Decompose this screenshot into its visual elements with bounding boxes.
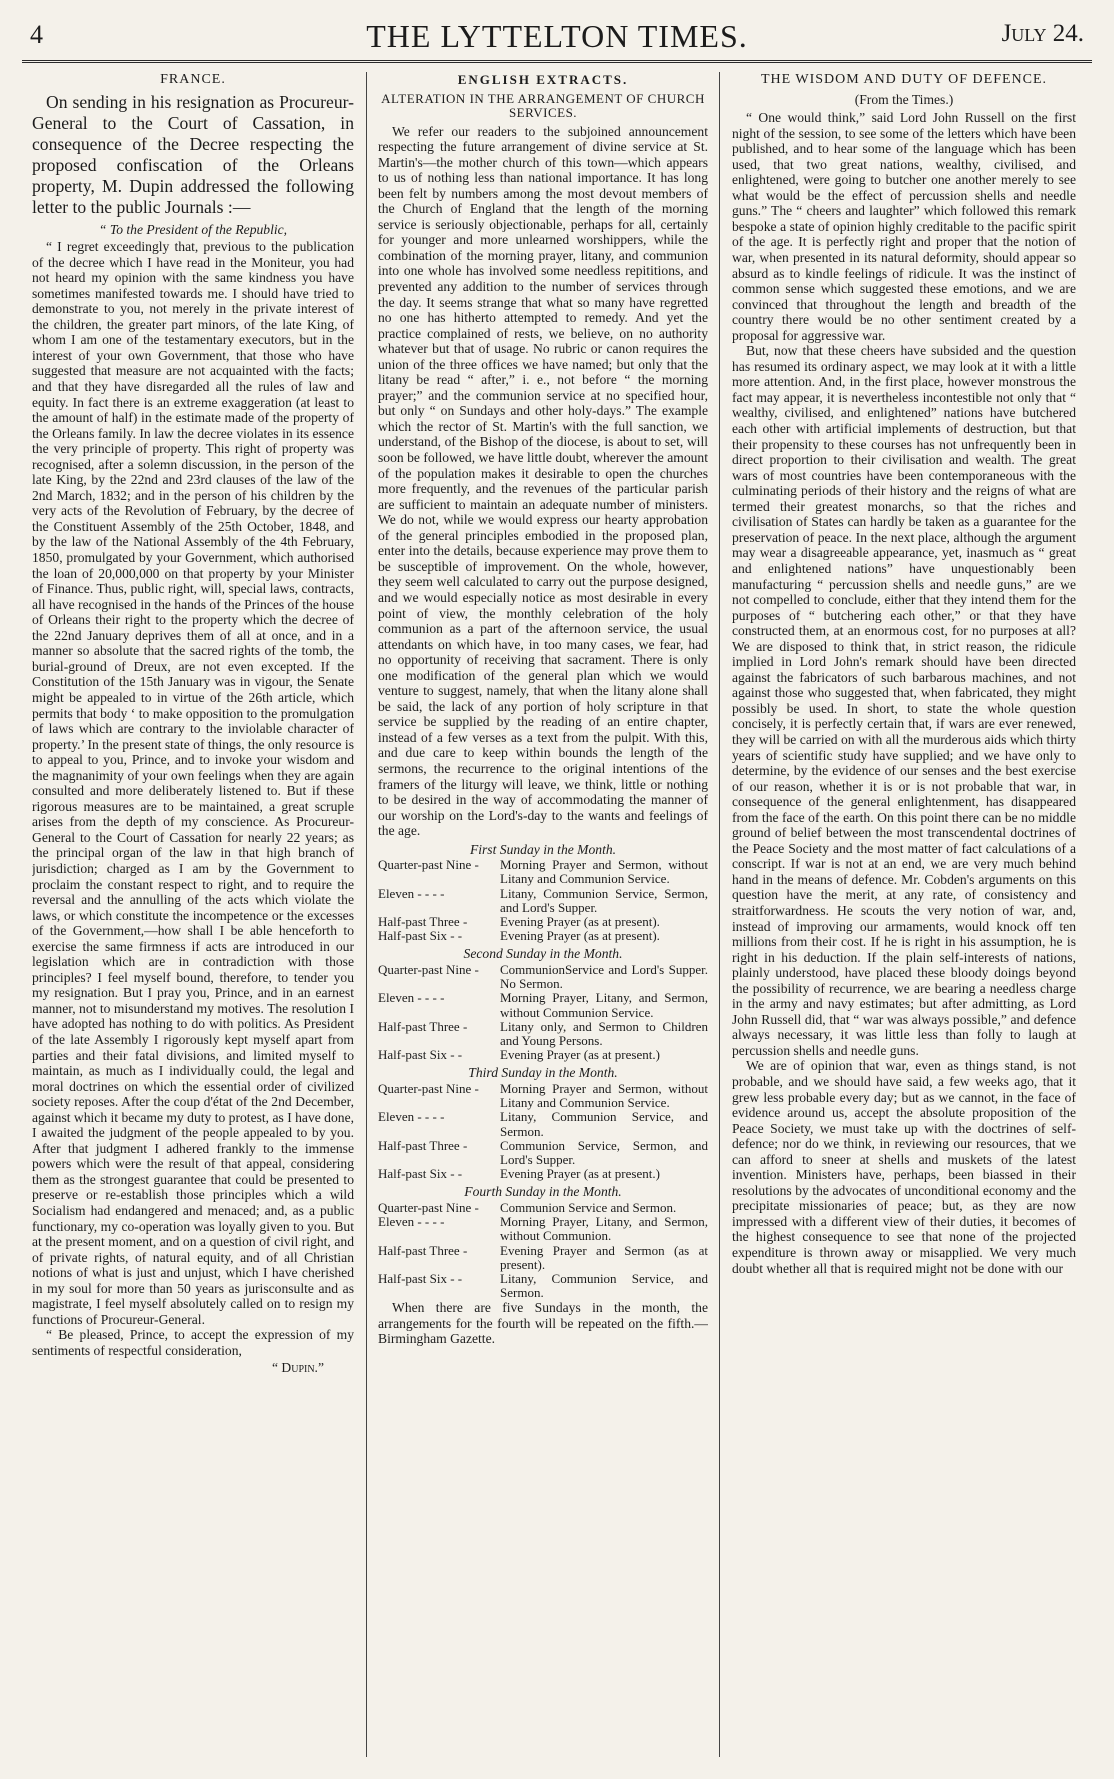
schedule-table bbox=[378, 1082, 708, 1181]
article-intro: On sending in his resignation as Procureur-General to the Court of Cassation, in consequence of the Decree respecting the proposed confiscation of the Orleans property, M. Dupin addressed the following letter to the public Journals :— bbox=[32, 91, 354, 217]
service-time: Half-past Six - - bbox=[378, 1270, 463, 1286]
schedule-row bbox=[378, 1020, 708, 1048]
schedule-row bbox=[378, 929, 708, 943]
service-time: Half-past Three - bbox=[378, 1242, 468, 1258]
service-description: Communion Service, Sermon, and Lord's Supper. bbox=[500, 1137, 708, 1167]
service-time: Eleven - - - - bbox=[378, 885, 445, 901]
masthead-rule bbox=[22, 60, 1092, 67]
service-description: Evening Prayer and Sermon (as at present). bbox=[500, 1242, 708, 1272]
schedule-week-title: Second Sunday in the Month. bbox=[463, 946, 623, 962]
schedule-table bbox=[378, 963, 708, 1062]
schedule-row bbox=[378, 1244, 708, 1272]
service-description: Morning Prayer, Litany, and Sermon, without Communion. bbox=[500, 1214, 708, 1244]
service-schedule bbox=[378, 842, 708, 1301]
schedule-table bbox=[378, 858, 708, 943]
service-description: Litany, Communion Service, and Sermon. bbox=[500, 1109, 708, 1139]
letter-closing: “ Be pleased, Prince, to accept the expression of my sentiments of respectful consideration, bbox=[32, 1327, 354, 1358]
schedule-row bbox=[378, 991, 708, 1019]
column-divider bbox=[366, 72, 367, 1757]
schedule-row bbox=[378, 887, 708, 915]
service-time: Half-past Six - - bbox=[378, 1166, 463, 1182]
service-description: Litany only, and Sermon to Children and Young Persons. bbox=[500, 1018, 708, 1049]
article-heading: THE WISDOM AND DUTY OF DEFENCE. bbox=[760, 72, 1048, 87]
column-english-extracts bbox=[378, 72, 708, 1762]
schedule-row bbox=[378, 1167, 708, 1181]
service-time: Half-past Six - - bbox=[378, 928, 463, 944]
column-defence bbox=[732, 72, 1076, 1762]
article-closing: When there are five Sundays in the month, the arrangements for the fourth will be repeated on the fifth.—Birmingham Gazette. bbox=[378, 1300, 708, 1347]
service-description: Litany, Communion Service, and Sermon. bbox=[500, 1270, 708, 1301]
schedule-row bbox=[378, 1082, 708, 1110]
service-time: Eleven - - - - bbox=[378, 1214, 445, 1230]
schedule-row bbox=[378, 1139, 708, 1167]
service-description: Evening Prayer (as at present.) bbox=[500, 1047, 660, 1063]
schedule-row bbox=[378, 1272, 708, 1300]
section-heading: ENGLISH EXTRACTS. bbox=[457, 72, 629, 87]
service-description: Morning Prayer and Sermon, without Litany and Communion Service. bbox=[500, 1080, 708, 1111]
letter-salutation: “ To the President of the Republic, bbox=[98, 221, 288, 237]
schedule-week-title: First Sunday in the Month. bbox=[469, 841, 617, 857]
service-time: Quarter-past Nine - bbox=[378, 1199, 479, 1215]
schedule-row bbox=[378, 1048, 708, 1062]
article-body: We refer our readers to the subjoined announcement respecting the future arrangement of divine service at St. Martin's—the mother church of this town—which appears to us of nothing less than national importance. It has long been felt by numbers among the most devout members of the Church of England that the length of the morning service is seriously objectionable, perhaps for all, certainly for younger and more unlearned worshippers, while the combination of the morning prayer, litany, and communion into one whole has involved some needless repititions, and prevented any addition to the number of services through the day. It seems strange that what so many have regretted no one has hitherto attempted to remedy. And yet the practice complained of rests, we believe, on no authority whatever but that of usage. No rubric or canon requires the union of the three offices we have named; but only that the litany be read “ after,” i. e., not before “ the morning prayer;” and the communion service at no specified hour, but only “ on Sundays and other holy-days.” The example which the rector of St. Martin's with the full sanction, we understand, of the Bishop of the diocese, is about to set, will soon be followed, we have little doubt, wherever the amount of the population makes it desirable to open the churches more frequently, and the revenues of the particular parish are sufficient to maintain an adequate number of ministers. We do not, while we would express our hearty approbation of the general principles embodied in the proposed plan, enter into the details, because experience may prove them to be susceptible of improvement. On the whole, however, they seem well calculated to carry out the purpose designed, and we would especially notice as most desirable in every point of view, the monthly celebration of the holy communion as a part of the afternoon service, the usual attendants on which have, in too many cases, we fear, had no opportunity of receiving that sacrament. There is only one modification of the general plan which we would venture to suggest, namely, that when the litany alone shall be said, the lack of any portion of holy scripture in that service be supplied by the reading of an entire chapter, instead of a few verses as a text from the pulpit. With this, and due care to keep within bounds the length of the sermons, the recurrence to the original intentions of the framers of the liturgy will leave, we think, little or nothing to be desired in the way of accommodating the manner of our worship on the Lord's-day to the wants and feelings of the age. bbox=[378, 123, 708, 839]
service-description: Morning Prayer, Litany, and Sermon, without Communion Service. bbox=[500, 990, 708, 1020]
service-time: Quarter-past Nine - bbox=[378, 857, 479, 873]
schedule-week-title: Third Sunday in the Month. bbox=[468, 1065, 618, 1081]
schedule-table bbox=[378, 1201, 708, 1300]
schedule-row bbox=[378, 963, 708, 991]
schedule-row bbox=[378, 915, 708, 929]
schedule-row bbox=[378, 1201, 708, 1215]
service-description: CommunionService and Lord's Supper. No Sermon. bbox=[500, 962, 708, 992]
service-time: Half-past Six - - bbox=[378, 1047, 463, 1063]
service-description: Litany, Communion Service, Sermon, and Lord's Supper. bbox=[500, 885, 708, 915]
schedule-row bbox=[378, 1215, 708, 1243]
service-description: Evening Prayer (as at present). bbox=[500, 928, 660, 944]
service-time: Half-past Three - bbox=[378, 914, 468, 930]
service-time: Half-past Three - bbox=[378, 1137, 468, 1153]
article-paragraph: But, now that these cheers have subsided and the question has resumed its ordinary aspect, we may look at it with a little more attention. And, in the first place, however monstrous the fact may appear, it is nevertheless incontestible not only that “ wealthy, civilised, and enlightened” nations have butchered each other with artificial implements of destruction, but that their propensity to these courses has not unfrequently been in direct proportion to their civilisation and wealth. The great wars of most countries have been contemporaneous with the culminating periods of their history and the reigns of what are termed their greatest monarchs, so that the riches and civilisation of States can hardly be taken as a guarantee for the preservation of peace. In the next place, although the argument may wear a disagreeable appearance, yet, inasmuch as “ great and enlightened nations” have unquestionably been manufacturing “ percussion shells and needle guns,” are we not compelled to conclude, either that they intend them for the purposes of “ butchering each other,” or that they have constructed them, at an enormous cost, for no purposes at all? We are disposed to think that, in strict reason, the ridicule implied in Lord John's remark should have been directed against the fabricators of such barbarous machines, and not against those who suggested that, when fabricated, they might possibly be used. In short, to state the whole question concisely, it is perfectly certain that, if wars are ever renewed, they will be carried on with all the murderous aids which thirty years of scientific study have supplied; and we have only to determine, by the evidence of our senses and the best exercise of our reason, whether it is or is not probable that war, in consequence of the general enlightenment, has disappeared from the face of the earth. On this point there can be no middle ground of belief between the most transcendental doctrines of the Peace Society and the most matter of fact calculations of a conscript. If war is not at an end, we are very much behind hand in the means of defence. Mr. Cobden's arguments on this question have the merit, at any rate, of consistency and straitforwardness. He scouts the very notion of war, and, instead of improving our armaments, would knock off ten millions from their cost. If he is right in his assumption, he is right in his deduction. If the plain self-interests of nations, plainly understood, have placed these bloody doings beyond the possibility of recurrence, we are bearing a needless charge in the army and navy estimates; but after admitting, as Lord John Russell did, that “ war was always possible,” and defence always necessary, it was little less than folly to laugh at percussion shells and needle guns. bbox=[732, 343, 1076, 1058]
issue-date: July 24. bbox=[1001, 20, 1084, 47]
service-description: Evening Prayer (as at present.) bbox=[500, 1166, 660, 1182]
newspaper-title: THE LYTTELTON TIMES. bbox=[366, 18, 748, 54]
article-paragraph: “ One would think,” said Lord John Russell on the first night of the session, to see some of the letters which have been published, and to hear some of the language which has been used, that two great nations, wealthy, civilised, and enlightened, were going to butcher one another merely to see what would be the effect of percussion shells and needle guns.” The “ cheers and laughter” which followed this remark bespoke a state of opinion highly creditable to the pacific spirit of the age. It is perfectly right and proper that the notion of war, when presented in its natural deformity, should appear so absurd as to kindle feelings of ridicule. It was the instinct of common sense which suggested these emotions, and we are convinced that throughout the length and breadth of the country there would be no other sentiment created by a proposal for aggressive war. bbox=[732, 110, 1076, 343]
article-heading: FRANCE. bbox=[160, 72, 226, 87]
service-time: Eleven - - - - bbox=[378, 990, 445, 1006]
column-divider bbox=[719, 72, 720, 1757]
column-france bbox=[32, 72, 354, 1762]
article-paragraph: We are of opinion that war, even as things stand, is not probable, and we should have said, a few weeks ago, that it grew less probable every day; but as we cannot, in the face of evidence around us, accept the absolute proposition of the Peace Society, we must take up with the doctrines of self-defence; nor do we think, in reviewing our resources, that we can afford to sneer at shells and muskets of the latest invention. Ministers have, perhaps, been biassed in their resolutions by the advocates of unconditional economy and the precipitate missionaries of peace; but, as they are now impressed with a different view of their duties, it becomes of the highest consequence to see that none of the projected expenditure is thrown away or misapplied. We very much doubt whether all that is required might not be done with our bbox=[732, 1058, 1076, 1276]
letter-body: “ I regret exceedingly that, previous to the publication of the decree which I have read in the Moniteur, you had not heard my opinion with the same kindness you have sometimes manifested towards me. I should have tried to demonstrate to you, not merely in the private interest of the children, the greater part minors, of the late King, of whom I am one of the testamentary executors, but in the interest of your own Government, that those who have suggested that measure are not acquainted with the facts; and that they have disregarded all the rules of law and equity. In fact there is an extreme exaggeration (at least to the amount of half) in the estimate made of the property of the Orleans family. In law the decree violates in its essence the very principle of property. This right of property was recognised, after a solemn discussion, in the person of the late King, by the 22nd and 23rd clauses of the law of the 2nd March, 1832; and in the person of his children by the very acts of the Revolution of February, by the decree of the Constituent Assembly of the 25th October, 1848, and by the law of the National Assembly of the 4th February, 1850, promulgated by your Government, which authorised the loan of 20,000,000 on that property by your Minister of Finance. Thus, public right, will, special laws, contracts, all have recognised in the hands of the Princes of the house of Orleans their right to the property which the decree of the 22nd January deprives them of all at once, and in a manner so absolute that the sacred rights of the tomb, the burial-ground of Dreux, are not even excepted. If the Constitution of the 15th January was in vigour, the Senate might be appealed to in virtue of the 26th article, which permits that body ‘ to make opposition to the promulgation of laws which are contrary to the inviolable character of property.’ In the present state of things, the only resource is to appeal to you, Prince, and to invoke your wisdom and the magnanimity of your own feelings when they are again consulted and more deliberately listened to. But if these rigorous measures are to be maintained, a great scruple arises from the depth of my conscience. As Procureur-General to the Court of Cassation for nearly 22 years; as the principal organ of the law in that high branch of jurisdiction; charged as I am by the Government to proclaim the constant respect to right, and to require the reversal and the annulling of the acts which violate the laws, or which constitute the incompetence or the excesses of the Government,—how shall I be able henceforth to exercise the same firmness if acts are introduced in our legislation which are in contradiction with those principles? I feel myself bound, therefore, to tender you my resignation. But I pray you, Prince, and in an earnest manner, not to misunderstand my motives. The resolution I have adopted has nothing to do with politics. As President of the late Assembly I rigorously kept myself apart from parties and their fatal divisions, and limited myself to maintain, as much as I individually could, the legal and moral doctrines on which the essential order of civilized society reposes. After the coup d'état of the 2nd December, against which it became my duty to protest, as I have done, I awaited the judgment of the people appealed to by you. After that judgment I adhered frankly to the immense powers which were the result of that appeal, considering them as the strongest guarantee that could be presented to preserve or re-establish those principles which a wild Socialism had endangered and menaced; and, as a public functionary, my co-operation was loyally given to you. But at the present moment, and on a question of civil right, and of private rights, of natural equity, and of all Christian notions of what is just and unjust, which I have cherished in my soul for more than 50 years as jurisconsulte and as magistrate, I feel myself absolutely called on to resign my functions of Procureur-General. bbox=[32, 239, 354, 1327]
schedule-row bbox=[378, 858, 708, 886]
schedule-week-title: Fourth Sunday in the Month. bbox=[464, 1184, 622, 1200]
service-description: Evening Prayer (as at present). bbox=[500, 914, 660, 930]
service-time: Quarter-past Nine - bbox=[378, 962, 479, 978]
article-heading: ALTERATION IN THE ARRANGEMENT OF CHURCH SERVICES. bbox=[381, 90, 705, 120]
service-time: Half-past Three - bbox=[378, 1018, 468, 1034]
page-number: 4 bbox=[30, 20, 43, 49]
service-description: Morning Prayer and Sermon, without Litany and Communion Service. bbox=[500, 857, 708, 887]
article-source: (From the Times.) bbox=[854, 91, 954, 107]
service-description: Communion Service and Sermon. bbox=[500, 1199, 677, 1215]
schedule-row bbox=[378, 1110, 708, 1138]
service-time: Quarter-past Nine - bbox=[378, 1080, 479, 1096]
service-time: Eleven - - - - bbox=[378, 1109, 445, 1125]
masthead bbox=[30, 12, 1084, 56]
letter-signature: “ Dupin.” bbox=[271, 1360, 324, 1376]
